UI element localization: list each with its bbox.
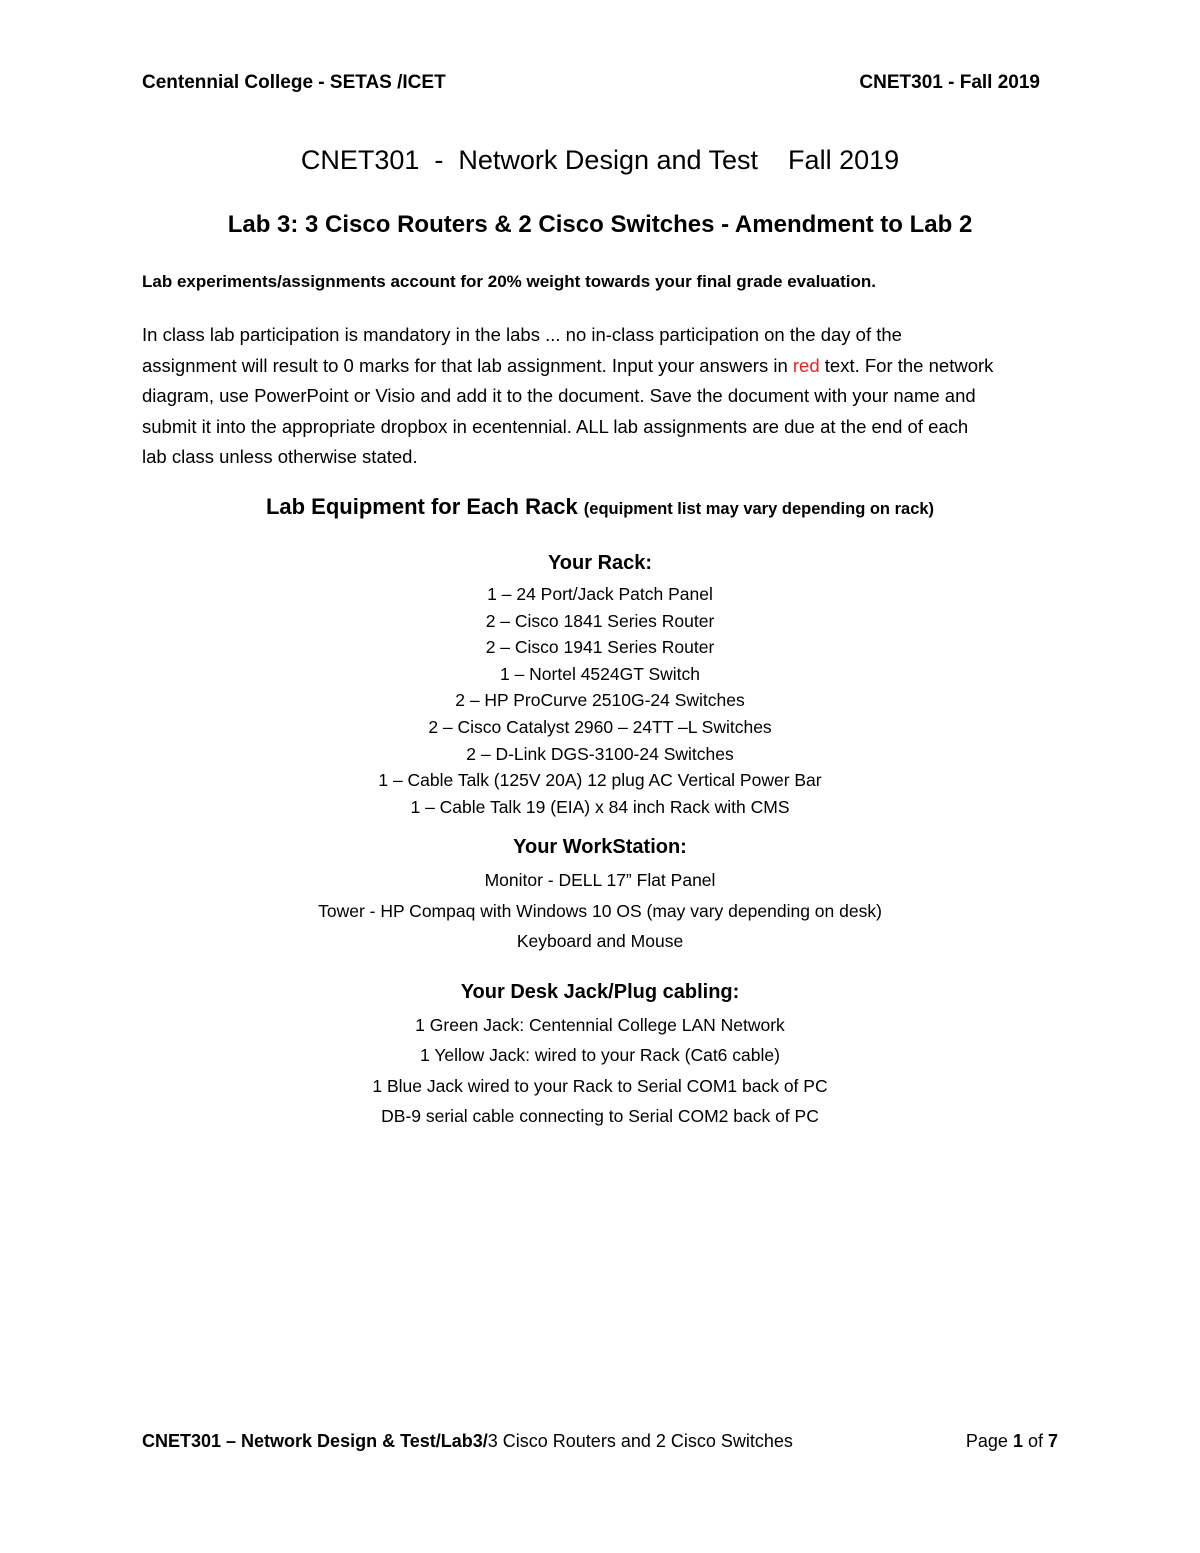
page-current: 1 bbox=[1012, 1431, 1023, 1451]
list-item: Keyboard and Mouse bbox=[516, 931, 684, 951]
list-item: Monitor - DELL 17” Flat Panel bbox=[484, 870, 716, 890]
of-word: of bbox=[1022, 1431, 1048, 1451]
list-item: 1 – Nortel 4524GT Switch bbox=[499, 663, 701, 684]
intro-line: lab class unless otherwise stated. bbox=[142, 446, 418, 468]
list-item: 1 Green Jack: Centennial College LAN Network bbox=[415, 1015, 785, 1035]
list-item: 2 – Cisco 1841 Series Router bbox=[485, 610, 715, 631]
list-item: 1 Yellow Jack: wired to your Rack (Cat6 cable) bbox=[420, 1045, 780, 1066]
list-item: 1 Blue Jack wired to your Rack to Serial COM1 back of PC bbox=[372, 1075, 828, 1096]
rack-title: Your Rack: bbox=[547, 552, 653, 574]
equipment-heading bbox=[0, 494, 1200, 520]
red-text: red bbox=[792, 354, 820, 376]
desk-cabling-title: Your Desk Jack/Plug cabling: bbox=[460, 981, 740, 1003]
equipment-heading-note: (equipment list may vary depending on rack) bbox=[583, 500, 935, 518]
page-total: 7 bbox=[1047, 1431, 1058, 1451]
footer-course-normal: 3 Cisco Routers and 2 Cisco Switches bbox=[487, 1431, 793, 1451]
header-left: Centennial College - SETAS /ICET bbox=[142, 72, 446, 93]
page-number bbox=[966, 1431, 1058, 1452]
page-header bbox=[142, 72, 1040, 94]
document-title: CNET301 - Network Design and Test Fall 2019 bbox=[300, 145, 900, 175]
intro-line: submit it into the appropriate dropbox in ecentennial. ALL lab assignments are due at the end of each bbox=[142, 415, 969, 437]
page-word: Page bbox=[965, 1431, 1013, 1451]
list-item: DB-9 serial cable connecting to Serial COM2 back of PC bbox=[381, 1105, 819, 1126]
equipment-heading-title: Lab Equipment for Each Rack bbox=[265, 494, 584, 519]
list-item: 2 – HP ProCurve 2510G-24 Switches bbox=[455, 690, 745, 711]
list-item: 1 – Cable Talk (125V 20A) 12 plug AC Vertical Power Bar bbox=[378, 770, 822, 791]
workstation-section bbox=[0, 833, 1200, 957]
list-item: 2 – Cisco 1941 Series Router bbox=[485, 637, 715, 658]
list-item: 1 – 24 Port/Jack Patch Panel bbox=[487, 584, 713, 604]
workstation-title: Your WorkStation: bbox=[513, 836, 687, 858]
weight-note: Lab experiments/assignments account for 20% weight towards your final grade evaluation. bbox=[142, 272, 877, 291]
desk-cabling-section bbox=[0, 978, 1200, 1131]
intro-line-text: text. For the network bbox=[819, 354, 994, 376]
intro-line-text: assignment will result to 0 marks for that lab assignment. Input your answers in bbox=[142, 354, 793, 376]
list-item: Tower - HP Compaq with Windows 10 OS (may vary depending on desk) bbox=[318, 900, 882, 921]
intro-line: diagram, use PowerPoint or Visio and add it to the document. Save the document with your name and bbox=[142, 385, 976, 407]
rack-section bbox=[0, 549, 1200, 820]
list-item: 2 – Cisco Catalyst 2960 – 24TT –L Switches bbox=[428, 716, 772, 737]
footer-course-bold: CNET301 – Network Design & Test/Lab3/ bbox=[142, 1431, 488, 1451]
page-footer bbox=[142, 1431, 1058, 1452]
header-right: CNET301 - Fall 2019 bbox=[859, 72, 1040, 93]
intro-line bbox=[142, 351, 1072, 382]
footer-course bbox=[142, 1431, 793, 1452]
lab-title: Lab 3: 3 Cisco Routers & 2 Cisco Switches - Amendment to Lab 2 bbox=[227, 211, 973, 238]
list-item: 1 – Cable Talk 19 (EIA) x 84 inch Rack with CMS bbox=[410, 796, 790, 817]
list-item: 2 – D-Link DGS-3100-24 Switches bbox=[466, 743, 734, 764]
intro-paragraph bbox=[142, 320, 1072, 473]
intro-line: In class lab participation is mandatory in the labs ... no in-class participation on the day of the bbox=[142, 324, 902, 345]
